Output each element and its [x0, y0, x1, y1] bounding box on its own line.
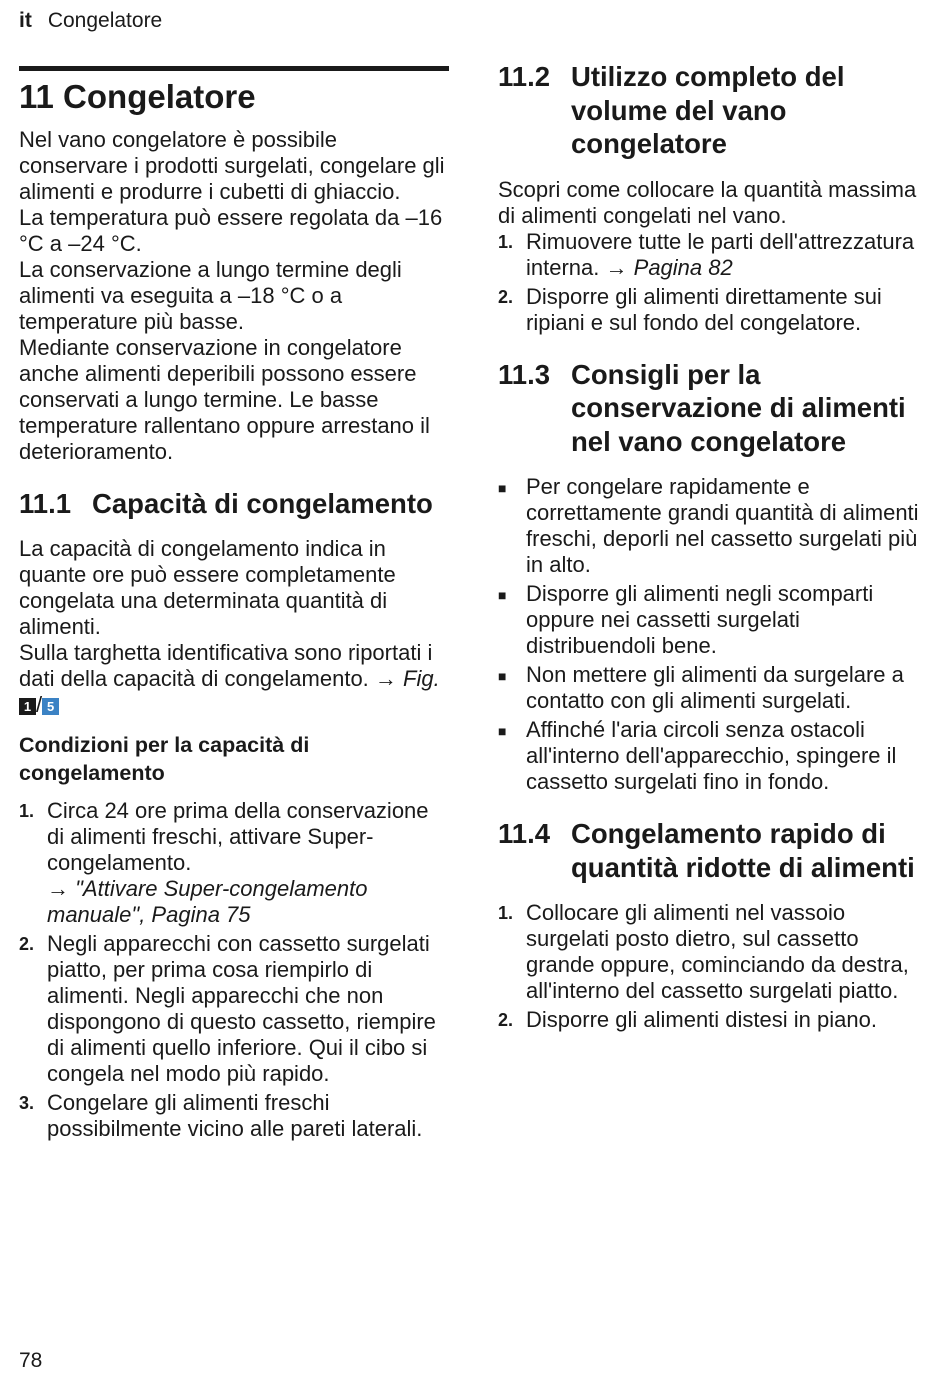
chapter-title: 11 Congelatore [19, 78, 256, 115]
running-header [19, 9, 162, 33]
arrow-right-icon: → [605, 254, 628, 280]
volume-step-list [498, 229, 930, 336]
step-text: Disporre gli alimenti distesi in piano. [526, 1007, 877, 1033]
square-bullet-icon: ■ [498, 668, 507, 685]
section-title: Consigli per la conservazione di alimenti nel vano congelatore [571, 358, 906, 457]
quick-freeze-step-list [498, 900, 930, 1033]
section-number: 11.2 [498, 61, 551, 92]
running-header-title: Congelatore [47, 9, 163, 32]
section-heading-11-3 [498, 358, 930, 459]
figure-reference-link[interactable] [375, 666, 440, 691]
right-column [498, 60, 930, 1036]
list-item [19, 1090, 449, 1142]
step-text: Rimuovere tutte le parti dell'attrezzatura interna. [526, 228, 915, 280]
section-title: Congelamento rapido di quantità ridotte di alimenti [571, 818, 915, 883]
figure-badge-1: 1 [19, 698, 36, 715]
tips-bullet-list [498, 474, 930, 795]
freezing-capacity-paragraph-1: La capacità di congelamento indica in quante ore può essere completamente congelata una determinata quantità di alimenti. [19, 536, 396, 640]
section-number: 11.4 [498, 818, 551, 850]
conditions-step-list [19, 798, 449, 1142]
step-text: Congelare gli alimenti freschi possibilmente vicino alle pareti laterali. [47, 1090, 423, 1142]
bullet-text: Per congelare rapidamente e correttamente grandi quantità di alimenti freschi, deporli nel cassetto surgelati più in alto. [526, 474, 919, 578]
step-text: Circa 24 ore prima della conservazione di alimenti freschi, attivare Super-congelamento. [47, 798, 429, 876]
section-number: 11.1 [19, 487, 72, 519]
intro-paragraph-3: La conservazione a lungo termine degli alimenti va eseguita a –18 °C o a temperature più basse. [19, 256, 402, 334]
bullet-text: Disporre gli alimenti negli scomparti oppure nei cassetti surgelati distribuendoli bene. [526, 581, 874, 659]
bullet-text: Non mettere gli alimenti da surgelare a contatto con gli alimenti surgelati. [526, 662, 904, 714]
list-item [498, 474, 930, 578]
cross-reference-label: Pagina 82 [633, 254, 733, 280]
intro-paragraph-4: Mediante conservazione in congelatore anche alimenti deperibili possono essere conservati a lungo termine. Le basse temperature rallentano oppure arrestano il deterioramento. [19, 334, 430, 464]
figure-reference-label: Fig. [403, 666, 440, 692]
intro-paragraph-1: Nel vano congelatore è possibile conservare i prodotti surgelati, congelare gli alimenti e produrre i cubetti di ghiaccio. [19, 126, 445, 204]
list-item [498, 717, 930, 795]
section-heading-11-1 [19, 487, 449, 521]
step-number: 3. [19, 1093, 35, 1114]
step-number: 1. [498, 903, 514, 924]
page-number: 78 [19, 1349, 43, 1372]
step-text: Collocare gli alimenti nel vassoio surgelati posto dietro, sul cassetto grande oppure, cominciando da destra, all'interno del cassetto surgelati piatto. [526, 900, 909, 1004]
square-bullet-icon: ■ [498, 587, 507, 604]
step-number: 2. [498, 1010, 514, 1031]
paragraph-text: Sulla targhetta identificativa sono riportati i dati della capacità di congelamento. [19, 640, 433, 692]
freezing-capacity-paragraph-2 [19, 640, 449, 718]
arrow-right-icon: → [47, 876, 69, 902]
list-item [498, 581, 930, 659]
cross-reference-link[interactable] [606, 255, 733, 280]
section-title: Utilizzo completo del volume del vano congelatore [571, 61, 845, 160]
section-heading-11-4 [498, 817, 930, 884]
list-item [498, 284, 930, 336]
subheading-conditions: Condizioni per la capacità di congelamento [19, 733, 310, 786]
intro-paragraph-2: La temperatura può essere regolata da –16 °C a –24 °C. [19, 204, 443, 256]
chapter-rule [19, 66, 449, 71]
list-item [498, 229, 930, 281]
step-number: 1. [19, 801, 35, 822]
section-intro: Scopri come collocare la quantità massima di alimenti congelati nel vano. [498, 176, 917, 228]
step-body [47, 798, 449, 928]
step-number: 1. [498, 231, 514, 252]
step-text: Disporre gli alimenti direttamente sui ripiani e sul fondo del congelatore. [526, 283, 882, 335]
left-column [19, 60, 449, 1145]
list-item [19, 931, 449, 1087]
square-bullet-icon: ■ [498, 723, 507, 740]
step-body [526, 229, 930, 281]
section-number: 11.3 [498, 358, 551, 390]
language-code: it [19, 9, 32, 32]
list-item [498, 1007, 930, 1033]
figure-separator: / [36, 692, 43, 718]
list-item [498, 900, 930, 1004]
step-number: 2. [498, 286, 514, 307]
cross-reference-label: "Attivare Super-congelamento manuale", Pagina 75 [47, 876, 368, 928]
step-number: 2. [19, 934, 35, 955]
step-text: Negli apparecchi con cassetto surgelati piatto, per prima cosa riempirlo di alimenti. Negli apparecchi che non dispongono di questo cassetto, riempire di alimenti quello inferiore. Qui il cibo si congela nel modo più rapido. [47, 931, 436, 1087]
cross-reference-link[interactable] [47, 876, 367, 927]
section-title: Capacità di congelamento [92, 487, 433, 519]
section-heading-11-2 [498, 60, 930, 161]
list-item [498, 662, 930, 714]
list-item [19, 798, 449, 928]
figure-badge-5: 5 [42, 698, 59, 715]
square-bullet-icon: ■ [498, 480, 507, 497]
arrow-right-icon: → [374, 666, 397, 692]
bullet-text: Affinché l'aria circoli senza ostacoli all'interno dell'apparecchio, spingere il cassetto surgelati fino in fondo. [526, 717, 897, 795]
